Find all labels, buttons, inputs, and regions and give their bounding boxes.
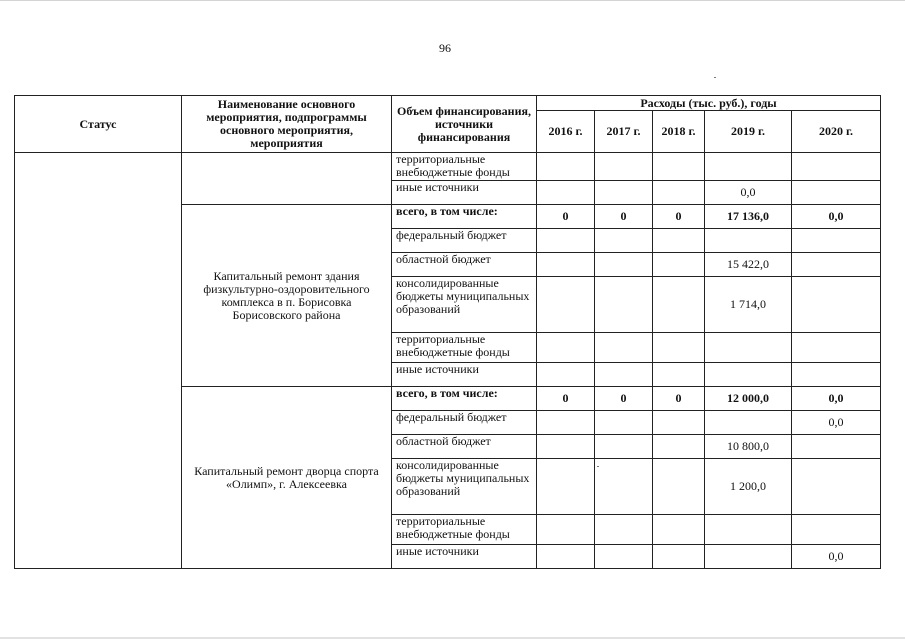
source-label: территориальные внебюджетные фонды xyxy=(392,515,537,545)
value-cell xyxy=(595,515,653,545)
header-name: Наименование основного мероприятия, подпрограммы основного мероприятия, мероприятия xyxy=(182,96,392,153)
value-cell xyxy=(595,277,653,333)
value-cell xyxy=(792,515,881,545)
project-name: Капитальный ремонт дворца спорта «Олимп», г. Алексеевка xyxy=(182,387,392,569)
value-cell: 17 136,0 xyxy=(705,205,792,229)
value-cell xyxy=(653,515,705,545)
source-label: всего, в том числе: xyxy=(392,387,537,411)
value-cell xyxy=(653,253,705,277)
value-cell: 15 422,0 xyxy=(705,253,792,277)
value-cell xyxy=(653,277,705,333)
page-number: 96 xyxy=(439,41,451,55)
value-cell xyxy=(595,545,653,569)
source-label: иные источники xyxy=(392,363,537,387)
value-cell xyxy=(653,333,705,363)
value-cell xyxy=(792,153,881,181)
value-cell xyxy=(792,181,881,205)
scan-speck xyxy=(714,77,716,78)
value-cell xyxy=(705,515,792,545)
value-cell xyxy=(595,181,653,205)
value-cell xyxy=(705,229,792,253)
source-label: федеральный бюджет xyxy=(392,411,537,435)
value-cell xyxy=(792,435,881,459)
value-cell: 0,0 xyxy=(705,181,792,205)
value-cell: 0,0 xyxy=(792,205,881,229)
value-cell xyxy=(595,333,653,363)
value-cell xyxy=(537,153,595,181)
value-cell: 0 xyxy=(537,387,595,411)
value-cell xyxy=(653,459,705,515)
value-cell xyxy=(705,333,792,363)
value-cell xyxy=(792,363,881,387)
value-cell: 0 xyxy=(537,205,595,229)
value-cell xyxy=(537,277,595,333)
header-year: 2016 г. xyxy=(537,111,595,153)
value-cell xyxy=(537,435,595,459)
source-label: федеральный бюджет xyxy=(392,229,537,253)
header-year: 2018 г. xyxy=(653,111,705,153)
header-year: 2019 г. xyxy=(705,111,792,153)
source-label: консолидированные бюджеты муниципальных образований xyxy=(392,277,537,333)
value-cell xyxy=(537,253,595,277)
value-cell xyxy=(705,411,792,435)
value-cell: 0 xyxy=(653,205,705,229)
value-cell xyxy=(792,277,881,333)
value-cell xyxy=(595,411,653,435)
source-label: консолидированные бюджеты муниципальных образований xyxy=(392,459,537,515)
value-cell: 1 714,0 xyxy=(705,277,792,333)
value-cell xyxy=(653,411,705,435)
status-cell xyxy=(15,153,182,569)
value-cell xyxy=(595,459,653,515)
table-row xyxy=(15,153,881,181)
value-cell: 10 800,0 xyxy=(705,435,792,459)
value-cell xyxy=(537,545,595,569)
value-cell: 0 xyxy=(595,205,653,229)
value-cell: 1 200,0 xyxy=(705,459,792,515)
value-cell: 0,0 xyxy=(792,387,881,411)
header-status: Статус xyxy=(15,96,182,153)
header-expenses: Расходы (тыс. руб.), годы xyxy=(537,96,881,111)
value-cell xyxy=(705,363,792,387)
source-label: областной бюджет xyxy=(392,435,537,459)
value-cell xyxy=(705,545,792,569)
table-header xyxy=(15,96,881,153)
value-cell: 0 xyxy=(595,387,653,411)
value-cell: 12 000,0 xyxy=(705,387,792,411)
value-cell xyxy=(653,181,705,205)
source-label: иные источники xyxy=(392,545,537,569)
source-label: всего, в том числе: xyxy=(392,205,537,229)
project-name-cell xyxy=(182,153,392,205)
value-cell xyxy=(537,515,595,545)
value-cell xyxy=(653,153,705,181)
value-cell xyxy=(537,411,595,435)
project-name: Капитальный ремонт здания физкультурно-оздоровительного комплекса в п. Борисовка Борисовского района xyxy=(182,205,392,387)
value-cell xyxy=(792,229,881,253)
value-cell xyxy=(792,459,881,515)
header-year: 2017 г. xyxy=(595,111,653,153)
value-cell xyxy=(595,229,653,253)
value-cell xyxy=(537,363,595,387)
source-label: территориальные внебюджетные фонды xyxy=(392,333,537,363)
header-volume: Объем финансирования, источники финансирования xyxy=(392,96,537,153)
source-label: иные источники xyxy=(392,181,537,205)
value-cell xyxy=(653,363,705,387)
value-cell xyxy=(595,253,653,277)
value-cell xyxy=(537,459,595,515)
value-cell xyxy=(537,181,595,205)
header-year: 2020 г. xyxy=(792,111,881,153)
value-cell xyxy=(653,229,705,253)
value-cell xyxy=(537,333,595,363)
value-cell xyxy=(595,363,653,387)
value-cell xyxy=(705,153,792,181)
value-cell xyxy=(595,435,653,459)
value-cell xyxy=(792,253,881,277)
value-cell xyxy=(653,435,705,459)
value-cell: 0 xyxy=(653,387,705,411)
value-cell xyxy=(595,153,653,181)
source-label: областной бюджет xyxy=(392,253,537,277)
value-cell xyxy=(792,333,881,363)
value-cell: 0,0 xyxy=(792,411,881,435)
value-cell xyxy=(537,229,595,253)
financing-table xyxy=(14,95,881,569)
source-label: территориальные внебюджетные фонды xyxy=(392,153,537,181)
scan-edge-top xyxy=(0,0,905,1)
value-cell xyxy=(653,545,705,569)
scan-edge-bottom xyxy=(0,637,905,639)
value-cell: 0,0 xyxy=(792,545,881,569)
